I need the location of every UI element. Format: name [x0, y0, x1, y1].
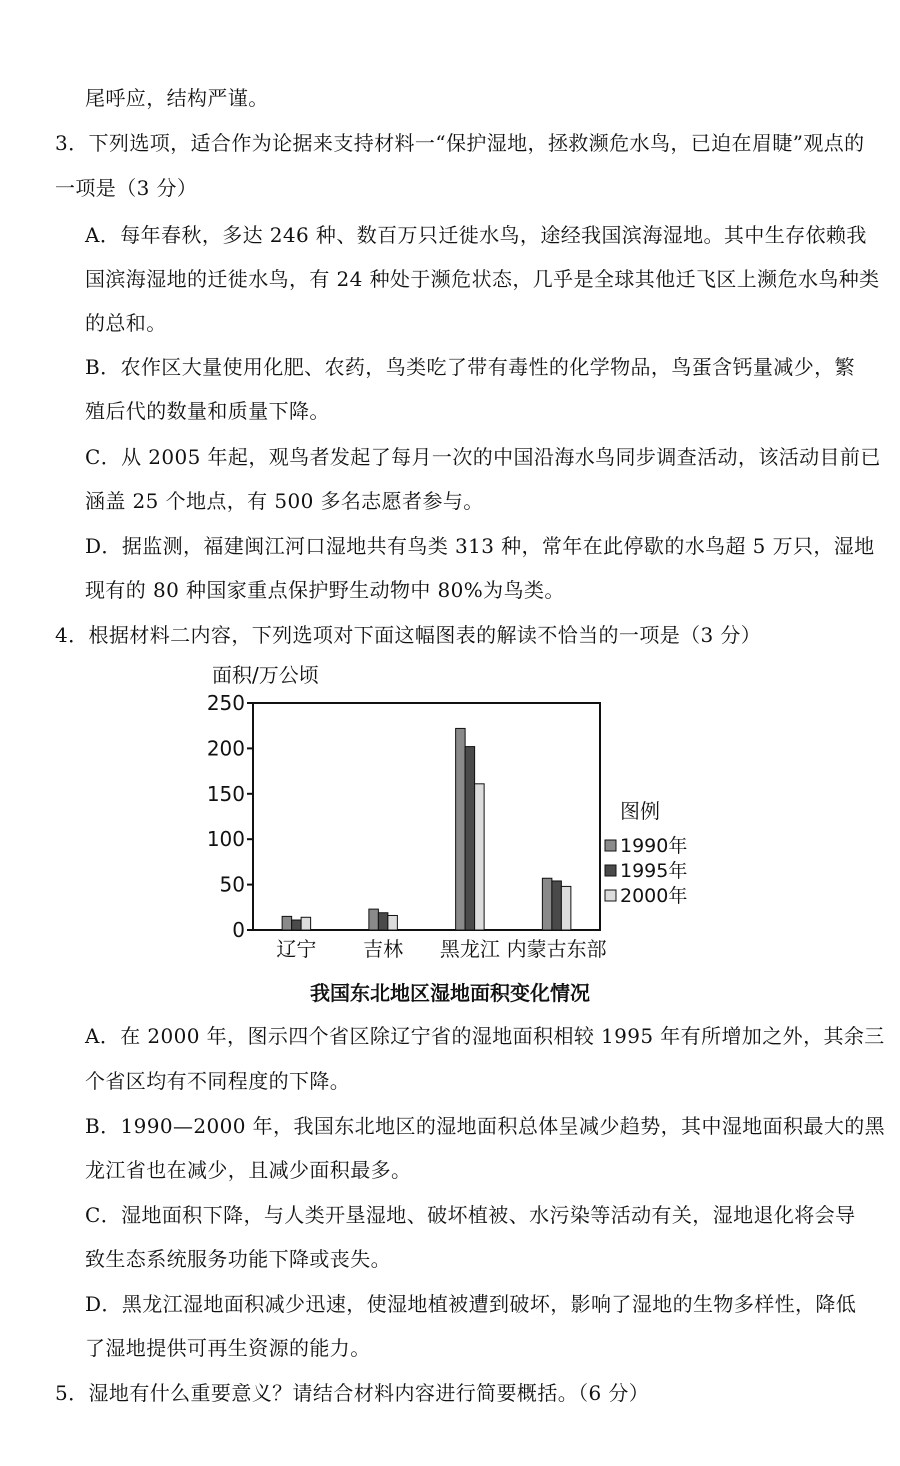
legend-swatch — [605, 840, 616, 851]
q4-option-d-line2: 了湿地提供可再生资源的能力。 — [85, 1336, 371, 1360]
bar-吉林-2000年 — [388, 915, 398, 930]
q3-option-b-line1: B．农作区大量使用化肥、农药，鸟类吃了带有毒性的化学物品，鸟蛋含钙量减少，繁 — [85, 355, 855, 379]
y-axis-label: 面积/万公顷 — [212, 663, 319, 687]
y-tick-label: 150 — [206, 781, 245, 806]
bar-辽宁-1990年 — [282, 916, 292, 930]
legend-swatch — [605, 865, 616, 876]
wetland-area-chart — [200, 660, 700, 970]
q4-option-c-line2: 致生态系统服务功能下降或丧失。 — [85, 1247, 391, 1271]
legend-entry: 2000年 — [620, 885, 688, 907]
q5-stem: 5．湿地有什么重要意义？请结合材料内容进行简要概括。（6 分） — [55, 1381, 650, 1405]
bar-内蒙古东部-1995年 — [552, 881, 562, 930]
q4-option-a-line1: A．在 2000 年，图示四个省区除辽宁省的湿地面积相较 1995 年有所增加之外，其余三 — [85, 1024, 885, 1048]
q4-option-b-line2: 龙江省也在减少，且减少面积最多。 — [85, 1158, 412, 1182]
x-tick-label: 内蒙古东部 — [506, 937, 607, 961]
bar-辽宁-1995年 — [292, 920, 302, 930]
q3-option-c-line2: 涵盖 25 个地点，有 500 多名志愿者参与。 — [85, 489, 484, 513]
bar-内蒙古东部-1990年 — [542, 878, 552, 930]
legend-swatch — [605, 890, 616, 901]
q3-stem-line2: 一项是（3 分） — [55, 176, 198, 200]
bar-辽宁-2000年 — [301, 917, 311, 930]
q3-option-b-line2: 殖后代的数量和质量下降。 — [85, 399, 330, 423]
q4-stem: 4．根据材料二内容，下列选项对下面这幅图表的解读不恰当的一项是（3 分） — [55, 623, 762, 647]
q3-option-c-line1: C．从 2005 年起，观鸟者发起了每月一次的中国沿海水鸟同步调查活动，该活动目前已 — [85, 445, 881, 469]
x-tick-label: 吉林 — [363, 937, 404, 961]
q4-option-d-line1: D．黑龙江湿地面积减少迅速，使湿地植被遭到破坏，影响了湿地的生物多样性，降低 — [85, 1292, 857, 1316]
y-tick-label: 250 — [206, 691, 245, 715]
bar-吉林-1990年 — [369, 909, 379, 930]
previous-answer-tail: 尾呼应，结构严谨。 — [85, 86, 269, 110]
y-tick-label: 100 — [206, 827, 245, 852]
q4-option-b-line1: B．1990—2000 年，我国东北地区的湿地面积总体呈减少趋势，其中湿地面积最大的黑 — [85, 1114, 886, 1138]
q3-stem-line1: 3．下列选项，适合作为论据来支持材料一“保护湿地，拯救濒危水鸟，已迫在眉睫”观点的 — [55, 131, 865, 155]
x-tick-label: 辽宁 — [276, 937, 317, 961]
q4-option-a-line2: 个省区均有不同程度的下降。 — [85, 1069, 351, 1093]
bar-黑龙江-1995年 — [465, 747, 475, 930]
q4-option-c-line1: C．湿地面积下降，与人类开垦湿地、破坏植被、水污染等活动有关，湿地退化将会导 — [85, 1203, 856, 1227]
q3-option-d-line2: 现有的 80 种国家重点保护野生动物中 80%为鸟类。 — [85, 578, 565, 602]
q3-option-a-line2: 国滨海湿地的迁徙水鸟，有 24 种处于濒危状态，几乎是全球其他迁飞区上濒危水鸟种类 — [85, 267, 880, 291]
q3-option-a-line1: A．每年春秋，多达 246 种、数百万只迁徙水鸟，途经我国滨海湿地。其中生存依赖我 — [85, 223, 867, 247]
y-tick-label: 0 — [232, 918, 245, 942]
chart-title: 我国东北地区湿地面积变化情况 — [310, 981, 590, 1005]
bar-黑龙江-2000年 — [475, 784, 485, 930]
legend-title: 图例 — [620, 799, 660, 823]
x-tick-label: 黑龙江 — [439, 937, 500, 961]
bar-黑龙江-1990年 — [456, 728, 466, 930]
bar-吉林-1995年 — [378, 913, 388, 930]
legend-entry: 1990年 — [620, 835, 688, 857]
y-tick-label: 50 — [219, 872, 245, 897]
y-tick-label: 200 — [206, 736, 245, 761]
bar-内蒙古东部-2000年 — [561, 886, 571, 930]
q3-option-a-line3: 的总和。 — [85, 311, 167, 335]
q3-option-d-line1: D．据监测，福建闽江河口湿地共有鸟类 313 种，常年在此停歇的水鸟超 5 万只，湿地 — [85, 534, 875, 558]
legend-entry: 1995年 — [620, 860, 688, 882]
